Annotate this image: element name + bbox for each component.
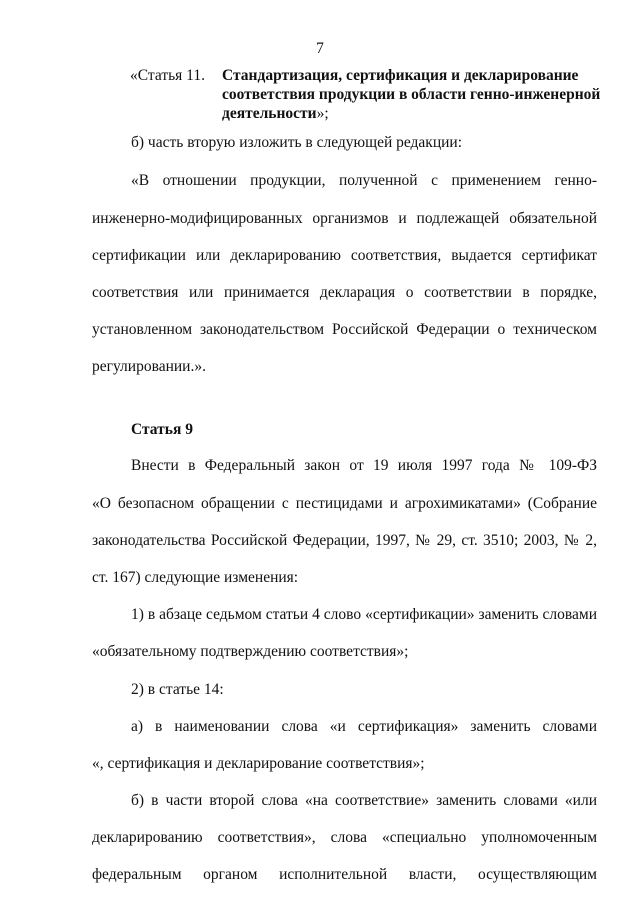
article-number: «Статья 11. bbox=[130, 67, 205, 84]
article-title bbox=[222, 66, 610, 123]
article-11-heading bbox=[130, 66, 610, 123]
text-line: соответствия или принимается декларация о соответствии в порядке, bbox=[92, 284, 597, 301]
text-line: Внести в Федеральный закон от 19 июля 1997 года № 109-ФЗ bbox=[131, 457, 597, 474]
text-line: б) часть вторую изложить в следующей редакции: bbox=[131, 134, 463, 151]
text-line: законодательства Российской Федерации, 1997, № 29, ст. 3510; 2003, № 2, bbox=[92, 532, 597, 549]
article-9-heading: Статья 9 bbox=[131, 421, 193, 438]
text-line: ст. 167) следующие изменения: bbox=[92, 569, 299, 586]
text-line: регулировании.». bbox=[92, 358, 206, 375]
text-line: б) в части второй слова «на соответствие» заменить словами «или bbox=[131, 792, 597, 809]
text-line: инженерно-модифицированных организмов и подлежащей обязательной bbox=[92, 210, 597, 227]
text-line: декларированию соответствия», слова «специально уполномоченным bbox=[92, 829, 597, 846]
article-title-line-1: Стандартизация, сертификация и декларирование bbox=[222, 67, 579, 84]
text-line: а) в наименовании слова «и сертификация» заменить словами bbox=[131, 718, 597, 735]
text-line: «, сертификация и декларирование соответствия»; bbox=[92, 755, 425, 772]
page-number: 7 bbox=[316, 40, 324, 57]
article-title-line-3: деятельности bbox=[222, 105, 317, 122]
article-title-suffix: »; bbox=[316, 105, 329, 122]
text-line: «О безопасном обращении с пестицидами и агрохимикатами» (Собрание bbox=[92, 495, 597, 512]
text-line: 2) в статье 14: bbox=[131, 681, 224, 698]
text-line: установленном законодательством Российской Федерации о техническом bbox=[92, 321, 597, 338]
article-title-line-2: соответствия продукции в области генно-инженерной bbox=[222, 86, 601, 103]
text-line: сертификации или декларированию соответствия, выдается сертификат bbox=[92, 247, 597, 264]
text-line: «обязательному подтверждению соответствия»; bbox=[92, 643, 409, 660]
text-line: 1) в абзаце седьмом статьи 4 слово «сертификации» заменить словами bbox=[131, 606, 597, 623]
text-line: «В отношении продукции, полученной с применением генно- bbox=[131, 172, 597, 189]
text-line: федеральным органом исполнительной власти, осуществляющим bbox=[92, 866, 597, 883]
